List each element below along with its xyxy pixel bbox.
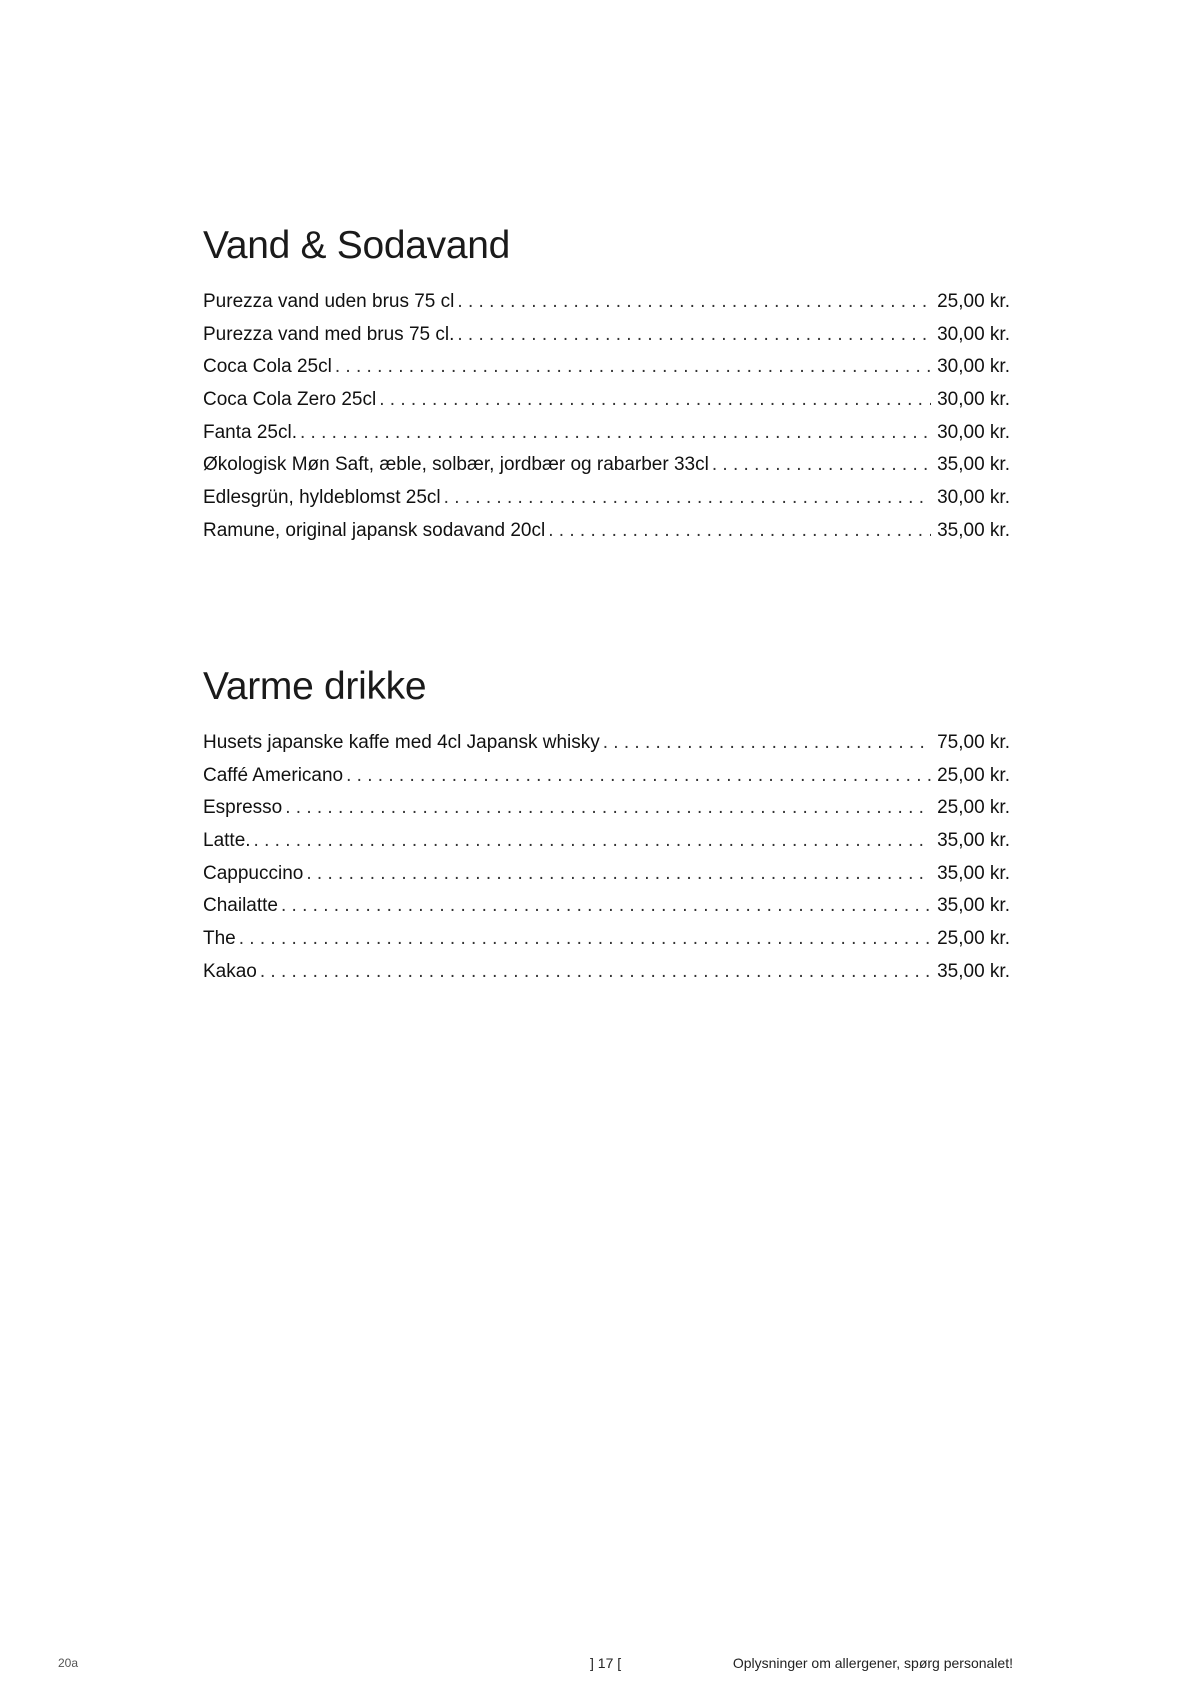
item-name: Latte. bbox=[203, 830, 251, 852]
dot-leader bbox=[254, 825, 932, 858]
dot-leader bbox=[444, 482, 931, 515]
dot-leader bbox=[379, 384, 931, 417]
item-name: Purezza vand uden brus 75 cl bbox=[203, 291, 455, 312]
menu-item bbox=[203, 890, 1010, 923]
menu-item bbox=[203, 417, 1010, 450]
item-price: 35,00 kr. bbox=[937, 960, 1010, 982]
allergen-note: Oplysninger om allergener, spørg personalet! bbox=[732, 1655, 1013, 1671]
menu-item bbox=[203, 449, 1010, 482]
item-price: 35,00 kr. bbox=[937, 454, 1010, 476]
item-name: Edlesgrün, hyldeblomst 25cl bbox=[203, 487, 441, 509]
menu-item bbox=[203, 351, 1010, 384]
dot-leader bbox=[712, 449, 931, 482]
menu-item bbox=[203, 825, 1010, 858]
section-title: Vand & Sodavand bbox=[203, 224, 511, 267]
section-title: Varme drikke bbox=[203, 665, 427, 708]
item-name: Chailatte bbox=[203, 895, 278, 917]
item-name: Purezza vand med brus 75 cl. bbox=[203, 323, 455, 345]
item-name: Husets japanske kaffe med 4cl Japansk whisky bbox=[203, 732, 600, 753]
item-name: Coca Cola 25cl bbox=[203, 356, 332, 378]
item-name: Coca Cola Zero 25cl bbox=[203, 389, 377, 411]
item-price: 35,00 kr. bbox=[937, 830, 1010, 852]
menu-item bbox=[203, 286, 1010, 319]
section-vand-sodavand bbox=[203, 222, 1010, 548]
item-name: Caffé Americano bbox=[203, 764, 344, 786]
menu-item bbox=[203, 760, 1010, 793]
menu-item bbox=[203, 923, 1010, 956]
footer-code: 20a bbox=[58, 1656, 79, 1670]
item-name: Cappuccino bbox=[203, 862, 304, 884]
dot-leader bbox=[457, 286, 931, 319]
dot-leader bbox=[239, 923, 931, 956]
dot-leader bbox=[335, 351, 931, 384]
menu-list bbox=[203, 727, 1010, 989]
dot-leader bbox=[548, 515, 931, 548]
item-price: 25,00 kr. bbox=[937, 291, 1010, 312]
item-name: Espresso bbox=[203, 797, 283, 819]
item-name: Kakao bbox=[203, 960, 257, 982]
item-name: The bbox=[203, 928, 236, 950]
dot-leader bbox=[285, 792, 931, 825]
menu-item bbox=[203, 792, 1010, 825]
dot-leader bbox=[281, 890, 931, 923]
menu-item bbox=[203, 515, 1010, 548]
dot-leader bbox=[603, 727, 931, 760]
item-name: Ramune, original japansk sodavand 20cl bbox=[203, 519, 546, 541]
page-number: ] 17 [ bbox=[590, 1655, 622, 1671]
menu-item bbox=[203, 858, 1010, 891]
item-name: Fanta 25cl. bbox=[203, 421, 297, 443]
menu-item bbox=[203, 956, 1010, 989]
menu-item bbox=[203, 319, 1010, 352]
item-price: 35,00 kr. bbox=[937, 519, 1010, 541]
menu-list bbox=[203, 286, 1010, 548]
item-price: 30,00 kr. bbox=[937, 323, 1010, 345]
item-price: 35,00 kr. bbox=[937, 862, 1010, 884]
dot-leader bbox=[260, 956, 931, 989]
item-name: Økologisk Møn Saft, æble, solbær, jordbær og rabarber 33cl bbox=[203, 454, 709, 476]
item-price: 25,00 kr. bbox=[937, 797, 1010, 819]
dot-leader bbox=[306, 858, 931, 891]
item-price: 30,00 kr. bbox=[937, 421, 1010, 443]
item-price: 25,00 kr. bbox=[937, 764, 1010, 786]
item-price: 30,00 kr. bbox=[937, 487, 1010, 509]
menu-item bbox=[203, 727, 1010, 760]
dot-leader bbox=[300, 417, 931, 450]
item-price: 75,00 kr. bbox=[937, 732, 1010, 753]
section-varme-drikke bbox=[203, 663, 1010, 989]
dot-leader bbox=[346, 760, 931, 793]
menu-item bbox=[203, 384, 1010, 417]
item-price: 30,00 kr. bbox=[937, 389, 1010, 411]
item-price: 30,00 kr. bbox=[937, 356, 1010, 378]
item-price: 35,00 kr. bbox=[937, 895, 1010, 917]
dot-leader bbox=[457, 319, 931, 352]
item-price: 25,00 kr. bbox=[937, 928, 1010, 950]
menu-item bbox=[203, 482, 1010, 515]
